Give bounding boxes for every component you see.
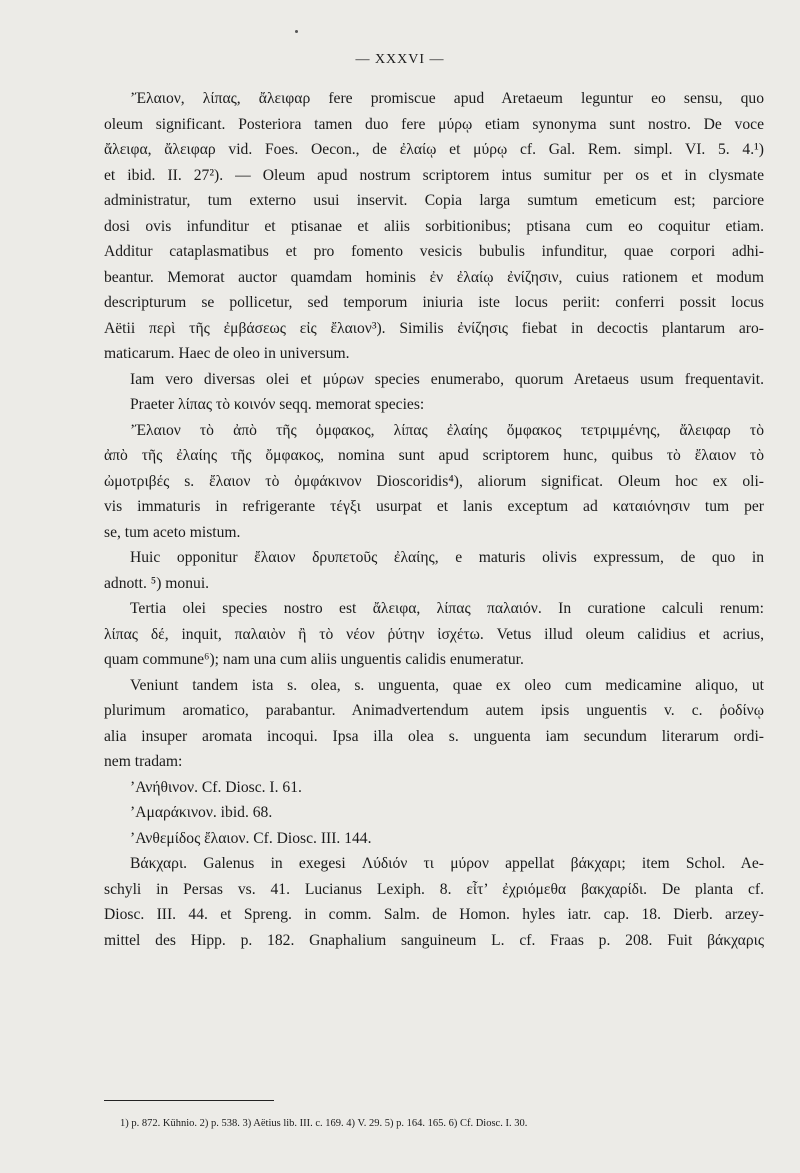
footnotes: 1) p. 872. Kühnio. 2) p. 538. 3) Aëtius lib. III. c. 169. 4) V. 29. 5) p. 164. 165. 6) Cf. Diosc. I. 30. <box>120 1118 528 1129</box>
text-line: ’Έλαιον, λίπας, ἄλειφαρ fere promiscue apud Aretaeum leguntur eo sensu, quo <box>130 90 764 107</box>
footnote-rule <box>104 1100 274 1101</box>
text-line: nem tradam: <box>104 753 183 770</box>
text-line: plurimum aromatico, parabantur. Animadvertendum autem ipsis unguentis v. c. ῥοδίνῳ <box>104 702 764 719</box>
text-line: ἀπὸ τῆς ἐλαίης τῆς ὄμφακος, nomina sunt apud scriptorem hunc, quibus τὸ ἔλαιον τὸ <box>104 447 764 464</box>
text-line: ὠμοτριβές s. ἔλαιον τὸ ὀμφάκινον Dioscoridis⁴), aliorum significat. Oleum hoc ex oli- <box>104 472 764 490</box>
text-line: Diosc. III. 44. et Spreng. in comm. Salm. de Homon. hyles iatr. cap. 18. Dierb. arzey- <box>104 906 764 923</box>
text-line: Βάκχαρι. Galenus in exegesi Λύδιόν τι μύρον appellat βάκχαρι; item Schol. Ae- <box>130 855 764 872</box>
text-line: Huic opponitur ἔλαιον δρυπετοῦς ἐλαίης, e maturis olivis expressum, de quo in <box>130 549 764 566</box>
text-line: descripturum se pollicetur, sed temporum iniuria iste locus periit: conferri possit locus <box>104 294 764 311</box>
text-line: Veniunt tandem ista s. olea, s. unguenta, quae ex oleo cum medicamine aliquo, ut <box>130 676 764 694</box>
text-line: mittel des Hipp. p. 182. Gnaphalium sanguineum L. cf. Fraas p. 208. Fuit βάκχαρις <box>104 931 764 949</box>
text-line: ’Ανήθινον. Cf. Diosc. I. 61. <box>130 778 302 796</box>
text-line: Additur cataplasmatibus et pro fomento vesicis bubulis infunditur, quae corpori adhi- <box>104 243 764 260</box>
text-line: alia insuper aromata incoqui. Ipsa illa olea s. unguenta iam secundum literarum ordi- <box>104 727 764 745</box>
text-line: λίπας δέ, inquit, παλαιὸν ἢ τὸ νέον ῥύτην ἰσχέτω. Vetus illud oleum calidius et acrius, <box>104 625 764 643</box>
text-line: administratur, tum externo usui inservit. Copia larga sumtum emeticum est; parciore <box>104 192 764 209</box>
body-text <box>104 86 764 953</box>
text-line: beantur. Memorat auctor quamdam hominis ἐν ἐλαίῳ ἐνίζησιν, cuius rationem et modum <box>104 268 764 286</box>
page-header: — XXXVI — <box>355 52 445 67</box>
text-line: ’Έλαιον τὸ ἀπὸ τῆς ὀμφακος, λίπας ἐλαίης ὄμφακος τετριμμένης, ἄλειφαρ τὸ <box>130 421 764 439</box>
text-line: ἄλειφα, ἄλειφαρ vid. Foes. Oecon., de ἐλαίῳ et μύρῳ cf. Gal. Rem. simpl. VI. 5. 4.¹) <box>104 141 764 158</box>
ink-speck <box>295 30 298 33</box>
text-line: dosi ovis infunditur et ptisanae et aliis sorbitionibus; ptisana cum eo coquitur etiam. <box>104 217 764 235</box>
text-line: Tertia olei species nostro est ἄλειφα, λίπας παλαιόν. In curatione calculi renum: <box>130 600 764 617</box>
text-line: ’Αμαράκινον. ibid. 68. <box>130 804 273 821</box>
text-line: ’Ανθεμίδος ἔλαιον. Cf. Diosc. III. 144. <box>130 829 372 847</box>
text-line: vis immaturis in refrigerante τέγξι usurpat et lanis exceptum ad καταιόνησιν tum per <box>104 498 764 515</box>
text-line: maticarum. Haec de oleo in universum. <box>104 345 350 362</box>
text-line: Iam vero diversas olei et μύρων species enumerabo, quorum Aretaeus usum frequentavit. <box>130 370 764 388</box>
text-line: Praeter λίπας τὸ κοινόν seqq. memorat species: <box>130 396 425 413</box>
text-line: et ibid. II. 27²). — Oleum apud nostrum scriptorem intus sumitur per os et in clysmate <box>104 166 764 184</box>
text-line: se, tum aceto mistum. <box>104 523 241 541</box>
text-line: adnott. ⁵) monui. <box>104 574 210 592</box>
text-line: Aëtii περὶ τῆς ἐμβάσεως εἰς ἔλαιον³). Similis ἐνίζησις fiebat in decoctis plantarum aro- <box>104 319 764 337</box>
text-line: oleum significant. Posteriora tamen duo fere μύρῳ etiam synonyma sunt nostro. De voce <box>104 115 764 133</box>
text-line: quam commune⁶); nam una cum aliis unguentis calidis enumeratur. <box>104 651 524 668</box>
text-line: schyli in Persas vs. 41. Lucianus Lexiph. 8. εἶτ’ ἐχριόμεθα βακχαρίδι. De planta cf. <box>104 880 764 898</box>
